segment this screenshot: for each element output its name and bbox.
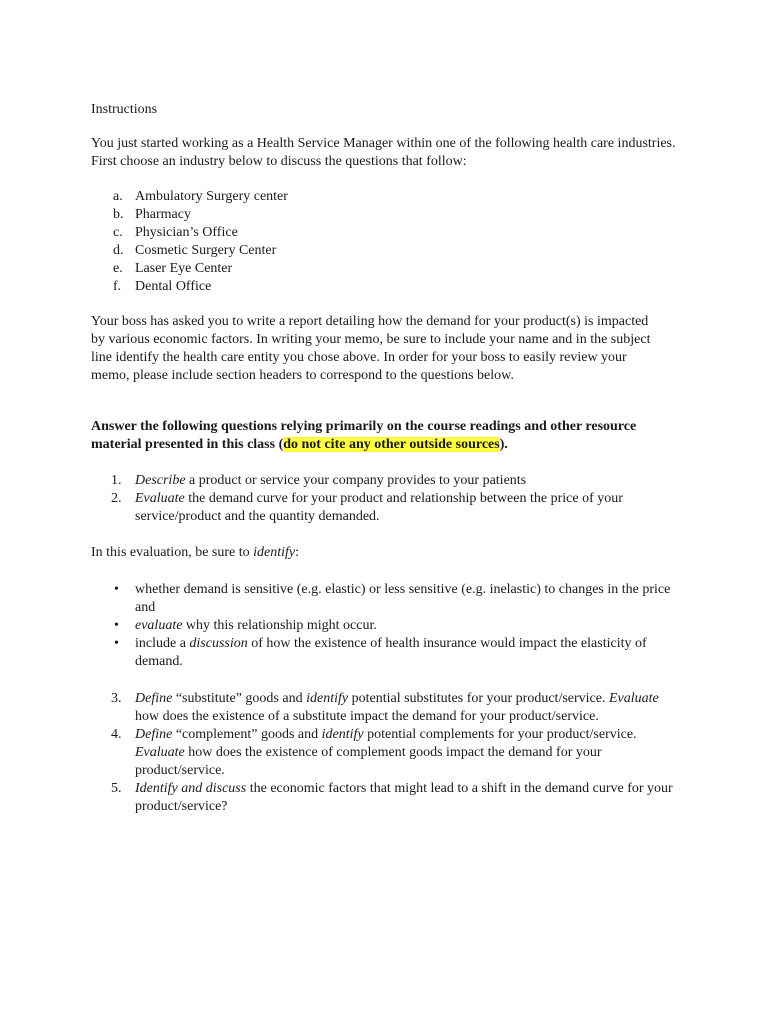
list-item: d. Cosmetic Surgery Center bbox=[113, 243, 277, 258]
industry-list bbox=[91, 188, 681, 296]
question-list-1 bbox=[91, 472, 681, 526]
boss-paragraph: Your boss has asked you to write a report detailing how the demand for your product(s) is impacted by various economic factors. In writing your memo, be sure to include your name and in the subject line identify the health care entity you chose above. In order for your boss to easily review your memo, please include section headers to correspond to the questions below. bbox=[91, 314, 651, 383]
list-item: • include a discussion of how the existence of health insurance would impact the elasticity of demand. bbox=[91, 635, 681, 671]
list-item: • whether demand is sensitive (e.g. elastic) or less sensitive (e.g. inelastic) to changes in the price and bbox=[91, 581, 681, 617]
list-item: 5. Identify and discuss the economic factors that might lead to a shift in the demand curve for your product/service? bbox=[111, 781, 673, 814]
bullet-marker: • bbox=[114, 582, 119, 597]
question-list-2 bbox=[91, 690, 681, 816]
list-item: f. Dental Office bbox=[113, 279, 212, 294]
list-item: 1. Describe a product or service your company provides to your patients bbox=[111, 473, 527, 488]
highlighted-warning: do not cite any other outside sources bbox=[283, 437, 500, 452]
page-heading: Instructions bbox=[91, 102, 158, 117]
answer-note: Answer the following questions relying primarily on the course readings and other resource material presented in this class (do not cite any other outside sources). bbox=[91, 419, 637, 452]
intro-paragraph: You just started working as a Health Service Manager within one of the following health care industries. First choose an industry below to discuss the questions that follow: bbox=[91, 136, 676, 169]
evaluation-bullets bbox=[91, 581, 681, 671]
list-item: e. Laser Eye Center bbox=[113, 261, 233, 276]
list-item: b. Pharmacy bbox=[113, 207, 191, 222]
list-item: • evaluate why this relationship might occur. bbox=[91, 617, 681, 635]
list-item: 3. Define “substitute” goods and identify potential substitutes for your product/service. Evaluate how does the existence of a substitute impact the demand for your product/service. bbox=[111, 691, 659, 724]
list-item: a. Ambulatory Surgery center bbox=[113, 189, 288, 204]
list-item: 2. Evaluate the demand curve for your product and relationship between the price of your service/product and the quantity demanded. bbox=[111, 491, 623, 524]
evaluation-intro: In this evaluation, be sure to identify: bbox=[91, 545, 300, 560]
bullet-marker: • bbox=[114, 618, 119, 633]
list-item: 4. Define “complement” goods and identify potential complements for your product/service. Evaluate how does the existence of complement goods impact the demand for your product/service. bbox=[111, 727, 637, 778]
bullet-marker: • bbox=[114, 636, 119, 651]
list-item: c. Physician’s Office bbox=[113, 225, 238, 240]
